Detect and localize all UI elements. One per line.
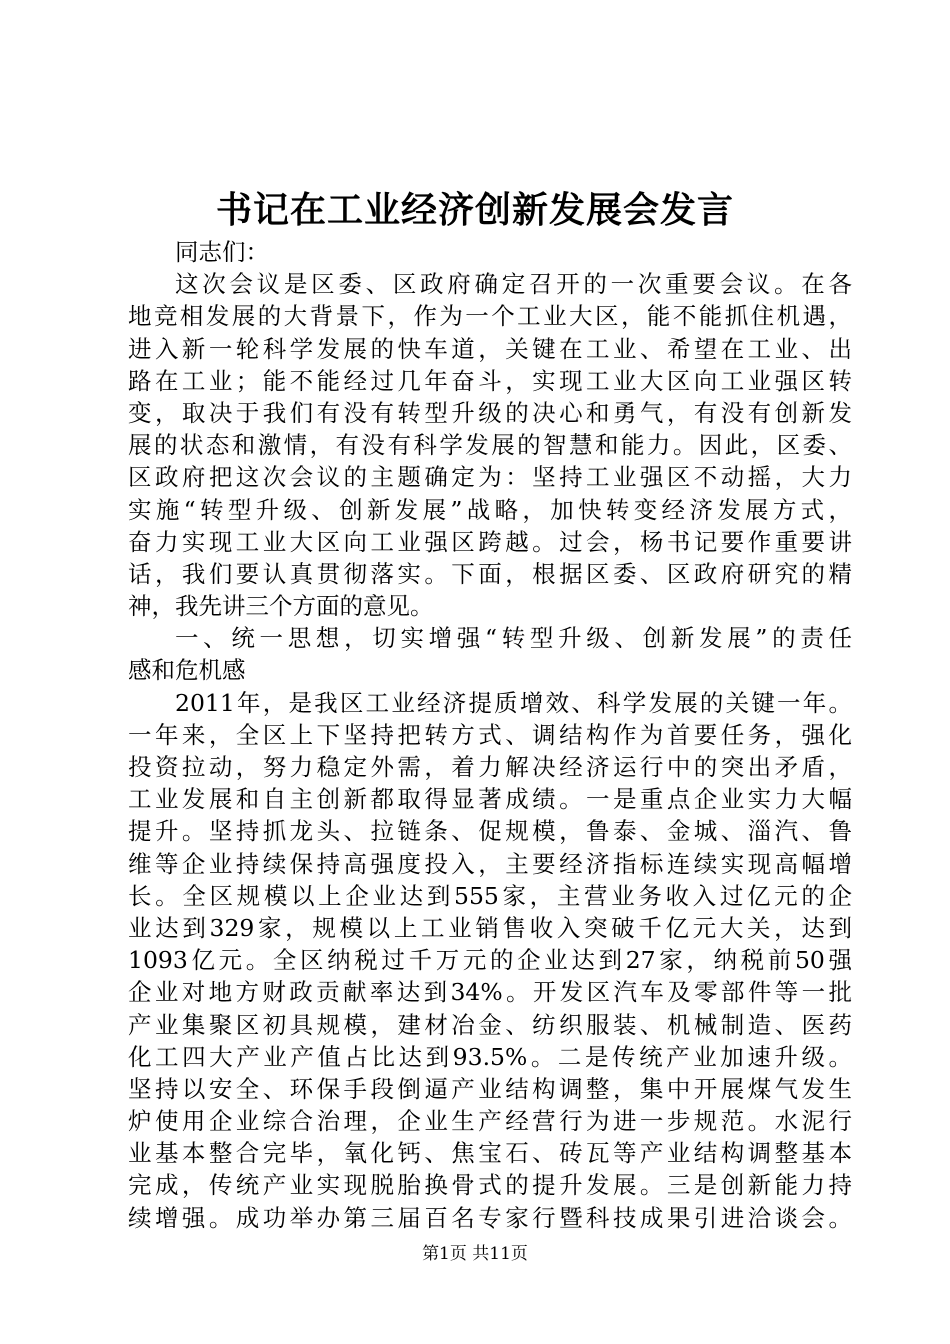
text-line: 进入新一轮科学发展的快车道，关键在工业、希望在工业、出: [128, 334, 852, 363]
page-footer: 第1页 共11页: [422, 1244, 528, 1264]
text-line: 产业集聚区初具规模，建材冶金、纺织服装、机械制造、医药: [128, 1010, 852, 1039]
text-line: 一、统一思想，切实增强“转型升级、创新发展”的责任: [175, 624, 852, 653]
text-line: 2011年，是我区工业经济提质增效、科学发展的关键一年。: [175, 688, 852, 717]
text-line: 区政府把这次会议的主题确定为：坚持工业强区不动摇，大力: [128, 463, 852, 492]
text-line: 1093亿元。全区纳税过千万元的企业达到27家，纳税前50强: [128, 946, 852, 975]
text-line: 话，我们要认真贯彻落实。下面，根据区委、区政府研究的精: [128, 559, 852, 588]
text-line: 续增强。成功举办第三届百名专家行暨科技成果引进洽谈会。: [128, 1203, 852, 1232]
text-line: 长。全区规模以上企业达到555家，主营业务收入过亿元的企: [128, 881, 852, 910]
text-line: 工业发展和自主创新都取得显著成绩。一是重点企业实力大幅: [128, 785, 852, 814]
text-line: 一年来，全区上下坚持把转方式、调结构作为首要任务，强化: [128, 720, 852, 749]
text-line: 维等企业持续保持高强度投入，主要经济指标连续实现高幅增: [128, 849, 852, 878]
document-title: 书记在工业经济创新发展会发言: [215, 189, 734, 231]
document-body: [128, 236, 852, 1234]
text-line: 这次会议是区委、区政府确定召开的一次重要会议。在各: [175, 270, 852, 299]
text-line: 提升。坚持抓龙头、拉链条、促规模，鲁泰、金城、淄汽、鲁: [128, 817, 852, 846]
text-line: 路在工业；能不能经过几年奋斗，实现工业大区向工业强区转: [128, 366, 852, 395]
text-line: 完成，传统产业实现脱胎换骨式的提升发展。三是创新能力持: [128, 1171, 852, 1200]
text-line: 奋力实现工业大区向工业强区跨越。过会，杨书记要作重要讲: [128, 527, 852, 556]
text-line: 实施“转型升级、创新发展”战略，加快转变经济发展方式，: [128, 495, 852, 524]
text-line: 业达到329家，规模以上工业销售收入突破千亿元大关，达到: [128, 913, 852, 942]
text-line: 业基本整合完毕，氧化钙、焦宝石、砖瓦等产业结构调整基本: [128, 1139, 852, 1168]
text-line: 地竞相发展的大背景下，作为一个工业大区，能不能抓住机遇，: [128, 302, 852, 331]
text-line: 变，取决于我们有没有转型升级的决心和勇气，有没有创新发: [128, 398, 852, 427]
text-line: 坚持以安全、环保手段倒逼产业结构调整，集中开展煤气发生: [128, 1074, 852, 1103]
text-line: 感和危机感: [128, 656, 246, 685]
text-line: 神，我先讲三个方面的意见。: [128, 592, 434, 621]
text-line: 投资拉动，努力稳定外需，着力解决经济运行中的突出矛盾，: [128, 753, 852, 781]
text-line: 化工四大产业产值占比达到93.5%。二是传统产业加速升级。: [128, 1042, 852, 1071]
text-line: 炉使用企业综合治理，企业生产经营行为进一步规范。水泥行: [128, 1107, 852, 1136]
text-line: 企业对地方财政贡献率达到34%。开发区汽车及零部件等一批: [128, 978, 852, 1007]
text-line: 同志们：: [175, 238, 269, 266]
text-line: 展的状态和激情，有没有科学发展的智慧和能力。因此，区委、: [128, 431, 852, 460]
